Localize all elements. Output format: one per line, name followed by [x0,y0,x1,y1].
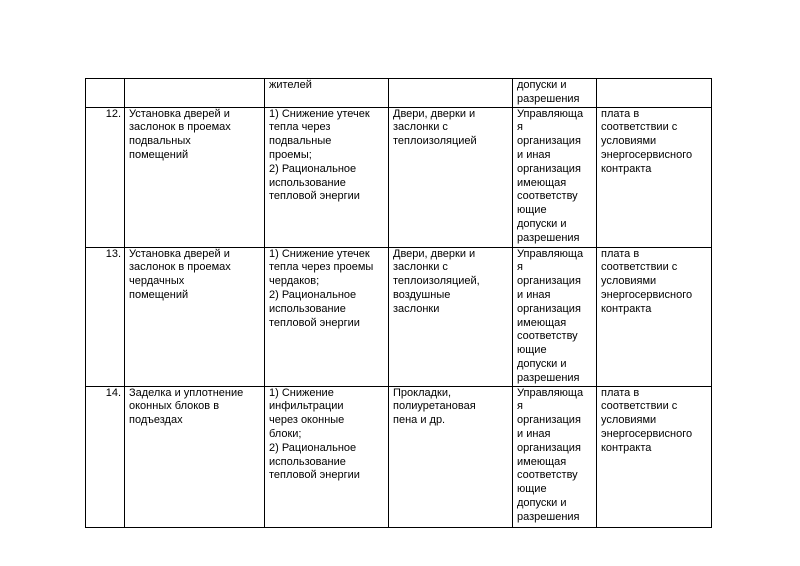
cell-text-line: Управляюща [517,247,584,260]
cell-text-line: имеющая [517,455,567,468]
cell-goal [265,386,389,527]
cell-goal [265,79,389,108]
cell-text-line: организация [517,302,581,315]
cell-text-line: и иная [517,288,551,301]
cell-text-line: соответствии с [601,121,678,134]
cell-text-line: 2) Рациональное [269,288,357,301]
cell-text-line: и иная [517,148,551,161]
cell-text-line: Установка дверей и [129,247,230,260]
cell-text-line: Заделка и уплотнение [129,386,244,399]
cell-text-line: подвальные [269,135,332,148]
measures-table [85,78,712,528]
cell-materials [389,247,513,386]
cell-text-line: тепловой энергии [269,316,360,329]
cell-text-line: Установка дверей и [129,107,230,120]
cell-text-line: Управляюща [517,107,584,120]
cell-text-line: 1) Снижение утечек [269,107,370,120]
cell-text-line: Двери, дверки и [393,247,476,260]
cell-executor [513,107,597,247]
cell-text-line: 2) Рациональное [269,441,357,454]
cell-text-line: энергосервисного [601,427,693,440]
cell-text-line: соответству [517,330,578,343]
cell-text-line: тепловой энергии [269,469,360,482]
cell-text-line: контракта [601,162,652,175]
cell-text-line: заслонки [393,302,440,315]
cell-financing [597,79,712,108]
cell-text-line: использование [269,302,346,315]
cell-text-line: ющие [517,483,547,496]
cell-text-line: условиями [601,275,657,288]
cell-text-line: плата в [601,386,640,399]
cell-text-line: и иная [517,427,551,440]
cell-text-line: теплоизоляцией [393,135,477,148]
cell-text-line: через оконные [269,414,345,427]
cell-text-line: чердачных [129,275,185,288]
cell-work [125,247,265,386]
cell-materials [389,386,513,527]
cell-financing [597,107,712,247]
cell-work [125,107,265,247]
cell-text-line: теплоизоляцией, [393,275,480,288]
cell-text-line: организация [517,275,581,288]
cell-text-line: допуски и [517,217,567,230]
cell-text-line: контракта [601,302,652,315]
cell-text-line: условиями [601,414,657,427]
cell-num: 13. [86,247,125,386]
cell-text-line: подъездах [129,414,183,427]
cell-text-line: ющие [517,344,547,357]
cell-text-line: использование [269,455,346,468]
cell-num [86,79,125,108]
cell-text-line: соответству [517,469,578,482]
cell-text-line: допуски и [517,496,567,509]
cell-text-line: чердаков; [269,275,320,288]
cell-text-line: плата в [601,247,640,260]
cell-text-line: инфильтрации [269,400,344,413]
cell-text-line: я [517,121,523,134]
cell-text-line: помещений [129,148,189,161]
cell-text-line: заслонки с [393,261,448,274]
cell-text-line: допуски и [517,357,567,370]
cell-text-line: я [517,261,523,274]
cell-text-line: энергосервисного [601,148,693,161]
cell-text-line: разрешения [517,510,580,523]
cell-text-line: имеющая [517,316,567,329]
cell-text-line: помещений [129,288,189,301]
cell-text-line: тепловой энергии [269,190,360,203]
cell-num: 14. [86,386,125,527]
cell-text-line: соответствии с [601,400,678,413]
cell-text-line: заслонок в проемах [129,121,231,134]
table-row-continuation [86,79,712,108]
cell-materials [389,79,513,108]
cell-text-line: разрешения [517,92,580,105]
table-row [86,386,712,527]
cell-text-line: плата в [601,107,640,120]
cell-text-line: тепла через [269,121,331,134]
cell-text-line: контракта [601,441,652,454]
cell-materials [389,107,513,247]
cell-text-line: имеющая [517,176,567,189]
cell-text-line: 1) Снижение утечек [269,247,370,260]
cell-work [125,386,265,527]
cell-text-line: организация [517,414,581,427]
cell-text-line: полиуретановая [393,400,476,413]
cell-text-line: организация [517,135,581,148]
cell-executor [513,247,597,386]
cell-text-line: организация [517,441,581,454]
cell-text-line: заслонки с [393,121,448,134]
cell-text-line: разрешения [517,231,580,244]
cell-text-line: организация [517,162,581,175]
cell-text-line: воздушные [393,288,451,301]
cell-goal [265,107,389,247]
cell-text-line: энергосервисного [601,288,693,301]
cell-text-line: тепла через проемы [269,261,374,274]
cell-text-line: заслонок в проемах [129,261,231,274]
cell-text-line: условиями [601,135,657,148]
cell-text-line: блоки; [269,427,302,440]
cell-text-line: Управляюща [517,386,584,399]
table-row [86,247,712,386]
cell-text-line: я [517,400,523,413]
cell-text-line: использование [269,176,346,189]
table-row [86,107,712,247]
cell-executor [513,386,597,527]
cell-text-line: 2) Рациональное [269,162,357,175]
cell-text-line: разрешения [517,371,580,384]
cell-financing [597,386,712,527]
cell-text-line: соответствии с [601,261,678,274]
cell-text-line: Прокладки, [393,386,452,399]
cell-text-line: Двери, дверки и [393,107,476,120]
cell-text-line: пена и др. [393,414,446,427]
cell-text-line: подвальных [129,135,191,148]
cell-goal [265,247,389,386]
cell-text-line: оконных блоков в [129,400,220,413]
cell-text-line: ющие [517,204,547,217]
cell-text-line: проемы; [269,148,312,161]
cell-text-line: 1) Снижение [269,386,334,399]
cell-text-line: допуски и [517,79,567,91]
cell-financing [597,247,712,386]
cell-work [125,79,265,108]
cell-text-line: жителей [269,79,312,91]
cell-executor [513,79,597,108]
cell-num: 12. [86,107,125,247]
cell-text-line: соответству [517,190,578,203]
